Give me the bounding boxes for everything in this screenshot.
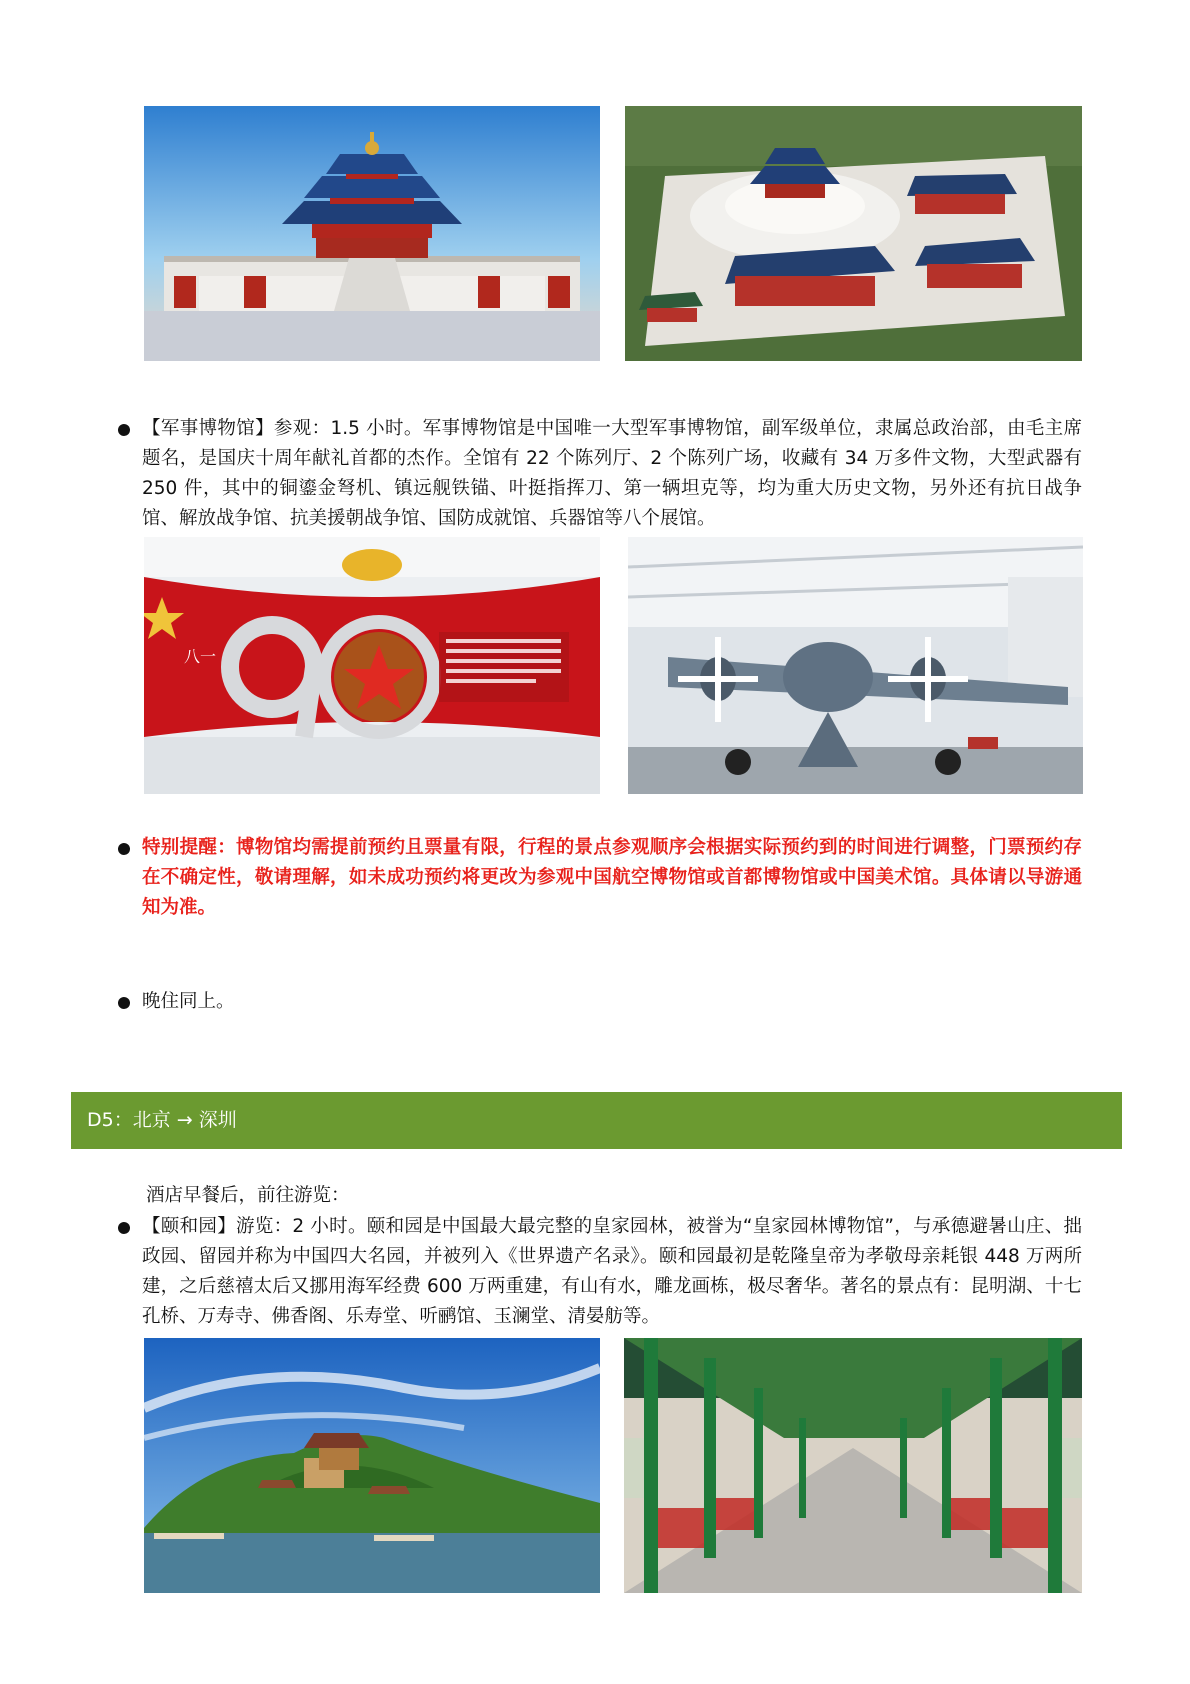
bullet-dot — [118, 843, 130, 855]
day-header-title: D5：北京 → 深圳 — [87, 1109, 237, 1131]
summer-palace-text: 【颐和园】游览：2 小时。颐和园是中国最大最完整的皇家园林，被誉为“皇家园林博物馆”，与承德避暑山庄、拙政园、留园并称为中国四大名园，并被列入《世界遗产名录》。颐和园最初是乾隆皇帝为孝敬母亲耗银 448 万两所建，之后慈禧太后又挪用海军经费 600 万两重建，有山有水，雕龙画栋，极尽奢华。著名的景点有：昆明湖、十七孔桥、万寿寺、佛香阁、乐寿堂、听鹂馆、玉澜堂、清晏舫等。 — [142, 1216, 1082, 1327]
day-header-bar — [71, 1092, 1122, 1149]
bullet-dot — [118, 1222, 130, 1234]
military-museum-aircraft-photo — [628, 537, 1083, 794]
bullet-dot — [118, 997, 130, 1009]
summer-palace-item — [118, 1212, 1082, 1332]
bullet-dot — [118, 424, 130, 436]
day-intro-text: 酒店早餐后，前往游览： — [146, 1185, 350, 1206]
temple-of-heaven-aerial-photo — [625, 106, 1082, 361]
svg-text:八一: 八一 — [184, 647, 217, 666]
hotel-text: 晚住同上。 — [142, 991, 235, 1012]
hotel-item — [118, 987, 1082, 1017]
military-museum-item — [118, 414, 1082, 534]
summer-palace-long-corridor-photo — [624, 1338, 1082, 1593]
military-museum-90-exhibit-photo — [144, 537, 600, 794]
special-reminder-text: 特别提醒：博物馆均需提前预约且票量有限，行程的景点参观顺序会根据实际预约到的时间进行调整，门票预约存在不确定性，敬请理解，如未成功预约将更改为参观中国航空博物馆或首都博物馆或中国美术馆。具体请以导游通知为准。 — [142, 837, 1082, 918]
temple-of-heaven-hall-photo — [144, 106, 600, 361]
special-reminder-item — [118, 833, 1082, 923]
summer-palace-lake-photo — [144, 1338, 600, 1593]
military-museum-text: 【军事博物馆】参观：1.5 小时。军事博物馆是中国唯一大型军事博物馆，副军级单位，隶属总政治部，由毛主席题名，是国庆十周年献礼首都的杰作。全馆有 22 个陈列厅、2 个陈列广场，收藏有 34 万多件文物，大型武器有 250 件，其中的铜鎏金弩机、镇远舰铁锚、叶挺指挥刀、第一辆坦克等，均为重大历史文物，另外还有抗日战争馆、解放战争馆、抗美援朝战争馆、国防成就馆、兵器馆等八个展馆。 — [142, 418, 1082, 529]
